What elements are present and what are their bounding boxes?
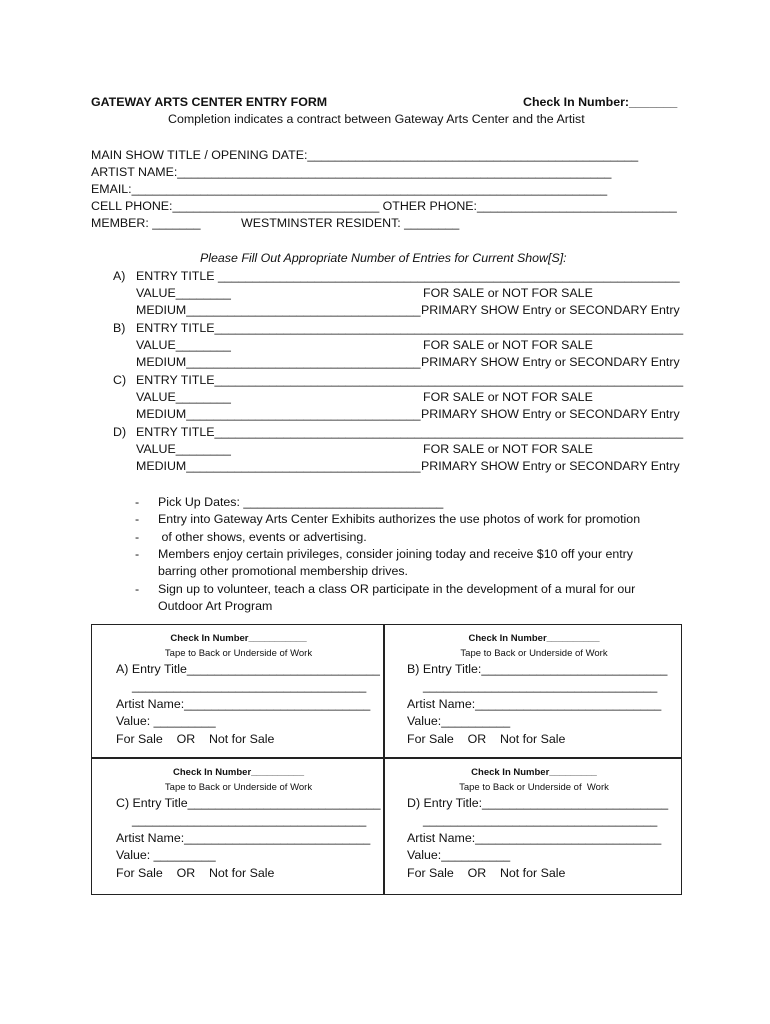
entry-medium-field[interactable]: MEDIUM__________________________________: [136, 459, 421, 473]
tag-instruction: Tape to Back or Underside of Work: [164, 648, 313, 659]
bullet-dash: -: [135, 512, 140, 527]
entry-tag: [91, 624, 384, 758]
member-field[interactable]: MEMBER: _______: [91, 216, 201, 230]
entry-value-field[interactable]: VALUE________: [136, 338, 231, 352]
phone-field[interactable]: CELL PHONE:______________________________ OTHER PHONE:_____________________________: [91, 199, 677, 213]
check-in-number[interactable]: Check In Number:_______: [523, 95, 678, 109]
bullet-dash: -: [135, 529, 140, 544]
tag-entry-title-field[interactable]: B) Entry Title:___________________________: [407, 662, 668, 676]
bullet-text: Outdoor Art Program: [158, 598, 273, 613]
tag-check-in-number[interactable]: Check In Number__________: [173, 767, 304, 778]
entry-sale-option[interactable]: FOR SALE or NOT FOR SALE: [423, 338, 593, 352]
tag-artist-name-field[interactable]: Artist Name:___________________________: [116, 831, 371, 845]
tag-entry-title-field[interactable]: A) Entry Title____________________________: [116, 662, 380, 676]
instructions: Please Fill Out Appropriate Number of Entries for Current Show[S]:: [200, 251, 567, 265]
entry-medium-field[interactable]: MEDIUM__________________________________: [136, 355, 421, 369]
tag-value-field[interactable]: Value:__________: [407, 848, 511, 862]
bullet-text: Sign up to volunteer, teach a class OR participate in the development of a mural for our: [158, 581, 636, 596]
entry-value-field[interactable]: VALUE________: [136, 390, 231, 404]
tag-check-in-number[interactable]: Check In Number___________: [170, 633, 307, 644]
artist-name-field[interactable]: ARTIST NAME:_______________________________________________________________: [91, 165, 612, 179]
entry-sale-option[interactable]: FOR SALE or NOT FOR SALE: [423, 390, 593, 404]
tag-value-field[interactable]: Value: _________: [116, 714, 216, 728]
entry-title-field[interactable]: ENTRY TITLE ___________________________________________________________________: [136, 269, 680, 283]
tag-artist-name-field[interactable]: Artist Name:___________________________: [407, 831, 662, 845]
entry-value-field[interactable]: VALUE________: [136, 442, 231, 456]
westminster-resident-field[interactable]: WESTMINSTER RESIDENT: ________: [241, 216, 460, 230]
entry-medium-field[interactable]: MEDIUM__________________________________: [136, 407, 421, 421]
bullet-dash: -: [135, 495, 140, 509]
entry-tag: [384, 758, 682, 895]
bullet-text: Members enjoy certain privileges, consider joining today and receive $10 off your entry: [158, 546, 634, 561]
entry-medium-field[interactable]: MEDIUM__________________________________: [136, 303, 421, 317]
entry-title-field[interactable]: ENTRY TITLE____________________________________________________________________: [136, 321, 684, 335]
form-title: GATEWAY ARTS CENTER ENTRY FORM: [91, 95, 328, 109]
bullet-text: of other shows, events or advertising.: [158, 529, 367, 544]
tag-value-field[interactable]: Value:__________: [407, 714, 511, 728]
entry-title-field[interactable]: ENTRY TITLE____________________________________________________________________: [136, 373, 684, 387]
tag-entry-title-line2[interactable]: __________________________________: [423, 813, 658, 827]
entry-value-field[interactable]: VALUE________: [136, 286, 231, 300]
tag-instruction: Tape to Back or Underside of Work: [459, 782, 609, 793]
bullet-text: Entry into Gateway Arts Center Exhibits authorizes the use photos of work for promotion: [158, 512, 641, 527]
tag-entry-title-line2[interactable]: __________________________________: [132, 679, 367, 693]
bullet-text[interactable]: Pick Up Dates: _____________________________: [158, 495, 444, 509]
tag-entry-title-line2[interactable]: __________________________________: [132, 813, 367, 827]
tag-entry-title-line2[interactable]: __________________________________: [423, 679, 658, 693]
tag-sale-option[interactable]: For Sale OR Not for Sale: [116, 866, 275, 880]
entry-sale-option[interactable]: FOR SALE or NOT FOR SALE: [423, 442, 593, 456]
tag-sale-option[interactable]: For Sale OR Not for Sale: [407, 732, 566, 746]
entry-tag: [384, 624, 682, 758]
tag-entry-title-field[interactable]: D) Entry Title:___________________________: [407, 796, 669, 810]
tag-instruction: Tape to Back or Underside of Work: [164, 782, 313, 793]
entry-tag: [91, 758, 384, 895]
entry-letter: C): [113, 373, 127, 387]
main-show-field[interactable]: MAIN SHOW TITLE / OPENING DATE:________________________________________________: [91, 148, 639, 162]
entry-sale-option[interactable]: FOR SALE or NOT FOR SALE: [423, 286, 593, 300]
entry-letter: B): [113, 321, 126, 335]
entry-title-field[interactable]: ENTRY TITLE____________________________________________________________________: [136, 425, 684, 439]
tag-check-in-number[interactable]: Check In Number_________: [471, 767, 597, 778]
entry-type-option[interactable]: PRIMARY SHOW Entry or SECONDARY Entry: [421, 407, 680, 421]
bullet-dash: -: [135, 581, 140, 596]
entry-type-option[interactable]: PRIMARY SHOW Entry or SECONDARY Entry: [421, 303, 680, 317]
tag-check-in-number[interactable]: Check In Number__________: [468, 633, 600, 644]
tag-instruction: Tape to Back or Underside of Work: [460, 648, 608, 659]
entry-type-option[interactable]: PRIMARY SHOW Entry or SECONDARY Entry: [421, 355, 680, 369]
tag-sale-option[interactable]: For Sale OR Not for Sale: [116, 732, 275, 746]
tag-artist-name-field[interactable]: Artist Name:___________________________: [116, 697, 371, 711]
bullet-dash: -: [135, 546, 140, 561]
entry-letter: D): [113, 425, 127, 439]
tag-artist-name-field[interactable]: Artist Name:___________________________: [407, 697, 662, 711]
entry-type-option[interactable]: PRIMARY SHOW Entry or SECONDARY Entry: [421, 459, 680, 473]
contract-subtitle: Completion indicates a contract between Gateway Arts Center and the Artist: [168, 112, 585, 126]
tag-entry-title-field[interactable]: C) Entry Title____________________________: [116, 796, 381, 810]
email-field[interactable]: EMAIL:_____________________________________________________________________: [91, 182, 608, 196]
bullet-text: barring other promotional membership drives.: [158, 564, 408, 579]
tag-value-field[interactable]: Value: _________: [116, 848, 216, 862]
tag-sale-option[interactable]: For Sale OR Not for Sale: [407, 866, 566, 880]
entry-letter: A): [113, 269, 126, 283]
